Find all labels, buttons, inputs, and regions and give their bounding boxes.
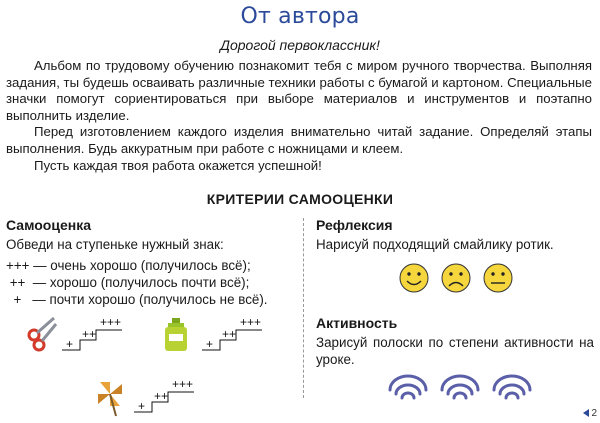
level-almost-good: + — почти хорошо (получилось не всё). — [6, 292, 268, 307]
page-arrow-icon — [583, 409, 589, 417]
greeting: Дорогой первоклассник! — [220, 37, 380, 53]
smiley-happy-icon — [400, 264, 428, 292]
intro-paragraph: Пусть каждая твоя работа окажется успешной! — [34, 157, 322, 173]
step-mark-one: + — [138, 399, 146, 413]
step-mark-two: ++ — [222, 327, 237, 341]
activity-heading: Активность — [316, 315, 398, 331]
self-assessment-instruction: Обведи на ступеньке нужный знак: — [6, 237, 224, 252]
step-mark-two: ++ — [154, 389, 169, 403]
reflection-instruction: Нарисуй подходящий смайлику ротик. — [316, 237, 554, 252]
intro-text — [6, 58, 592, 174]
intro-paragraph: Альбом по трудовому обучению познакомит тебя с миром ручного творчества. Выполняя задания, ты будешь осваивать различные техники работы с бумагой и картоном. Специальные значки помогут сориентироваться при выборе материалов и инструментов и поэтапно выполнить изделие. — [6, 58, 592, 123]
self-assessment-heading: Самооценка — [6, 217, 91, 233]
step-mark-three: +++ — [240, 315, 262, 329]
self-assessment-section — [6, 217, 298, 308]
activity-section — [316, 315, 594, 368]
activity-instruction: Зарисуй полоски по степени активности на уроке. — [316, 335, 594, 367]
level-good: ++ — хорошо (получилось почти всё); — [6, 275, 250, 290]
level-very-good: +++ — очень хорошо (получилось всё); — [6, 258, 251, 273]
criteria-title: КРИТЕРИИ САМООЦЕНКИ — [206, 191, 394, 207]
reflection-section — [316, 217, 594, 253]
stairs-scissors — [22, 312, 142, 362]
stairs-pinwheel — [94, 374, 214, 423]
column-divider — [303, 218, 304, 398]
smiley-neutral-icon — [484, 264, 512, 292]
step-mark-two: ++ — [82, 327, 97, 341]
step-mark-three: +++ — [100, 315, 122, 329]
step-mark-one: + — [206, 337, 214, 351]
pinwheel-icon — [98, 382, 122, 416]
step-mark-three: +++ — [172, 377, 194, 391]
scissors-icon — [29, 318, 56, 350]
reflection-heading: Рефлексия — [316, 217, 393, 233]
glue-icon — [165, 318, 187, 351]
wifi-icon — [442, 376, 478, 398]
activity-wifi-icons — [384, 372, 544, 409]
smiley-sad-icon — [442, 264, 470, 292]
step-mark-one: + — [66, 337, 74, 351]
smiley-faces — [398, 260, 518, 301]
wifi-icon — [390, 376, 426, 398]
stairs-glue — [162, 312, 282, 362]
page-number: 2 — [583, 408, 597, 419]
wifi-icon — [494, 376, 530, 398]
page-title: От автора — [240, 4, 360, 29]
intro-paragraph: Перед изготовлением каждого изделия внимательно читай задание. Определяй этапы выполнения. Будь аккуратным при работе с ножницами и клеем. — [6, 124, 592, 156]
